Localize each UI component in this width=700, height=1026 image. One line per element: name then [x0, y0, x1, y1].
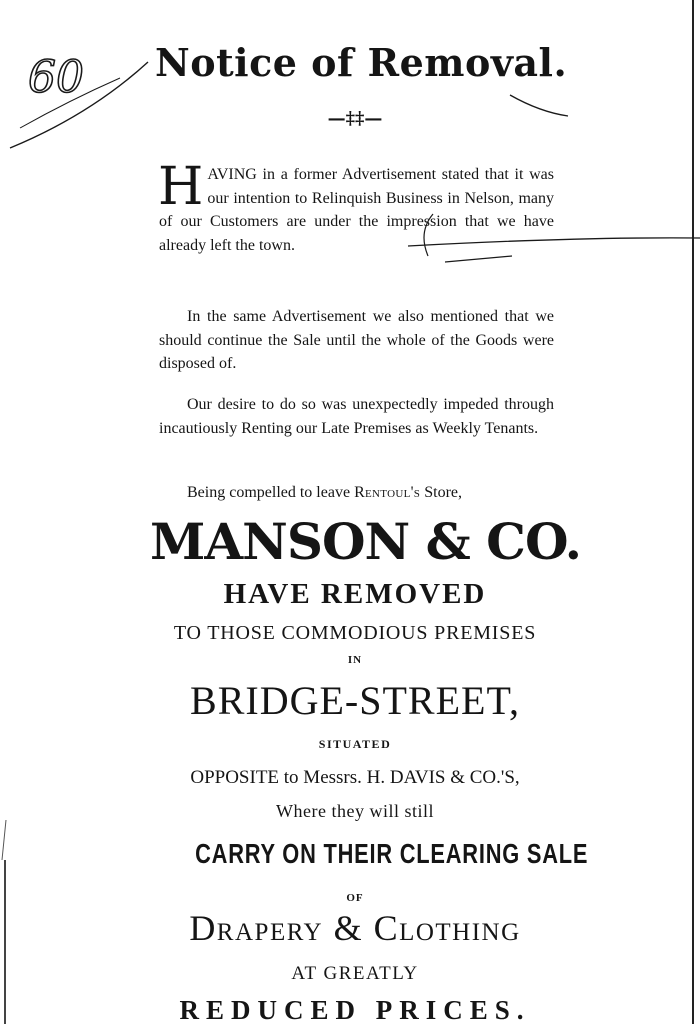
folio-number: 60 — [28, 52, 84, 103]
have-removed-heading: HAVE REMOVED — [223, 578, 487, 610]
pencil-stroke-left-2 — [20, 78, 120, 128]
company-name: MANSON & CO. — [150, 512, 581, 571]
paragraph-intention — [158, 157, 554, 257]
reduced-prices-line: REDUCED PRICES. — [179, 995, 531, 1025]
store-name: Rentoul's — [354, 484, 421, 501]
page-edge-line-left — [4, 860, 6, 1024]
notice-title: Notice of Removal. — [155, 40, 568, 85]
store-line-after: Store, — [420, 484, 463, 501]
opposite-line: OPPOSITE to Messrs. H. DAVIS & CO.'S, — [190, 767, 520, 788]
where-line: Where they will still — [276, 801, 434, 821]
store-line-before: Being compelled to leave — [187, 484, 355, 501]
street-name: BRIDGE-STREET, — [190, 678, 520, 723]
paragraph-premises: Our desire to do so was unexpectedly impeded through incautiously Renting our Late Premises as Weekly Tenants. — [159, 396, 554, 437]
pencil-mark-left — [2, 820, 6, 860]
paragraph-intention-text: AVING in a former Advertisement stated that it was our intention to Relinquish Business in Nelson, many of our Customers are under the impression that we have already left the town. — [159, 166, 554, 254]
clearing-sale-heading: CARRY ON THEIR CLEARING SALE — [195, 838, 589, 869]
paragraph-store — [159, 481, 554, 505]
situated-word: SITUATED — [318, 737, 392, 751]
drop-cap: H — [158, 157, 204, 217]
of-word: OF — [346, 892, 364, 904]
pencil-stroke-left — [10, 62, 148, 148]
premises-line: TO THOSE COMMODIOUS PREMISES — [173, 622, 537, 644]
in-word: IN — [347, 654, 363, 666]
at-greatly-line: AT GREATLY — [291, 963, 419, 984]
title-ornament: —‡‡— — [327, 108, 383, 129]
pencil-stroke-right — [510, 95, 568, 116]
page-edge-line — [692, 0, 694, 1024]
goods-heading: Drapery & Clothing — [189, 908, 521, 948]
paragraph-sale: In the same Advertisement we also mentioned that we should continue the Sale until the whole of the Goods were disposed of. — [159, 308, 554, 372]
